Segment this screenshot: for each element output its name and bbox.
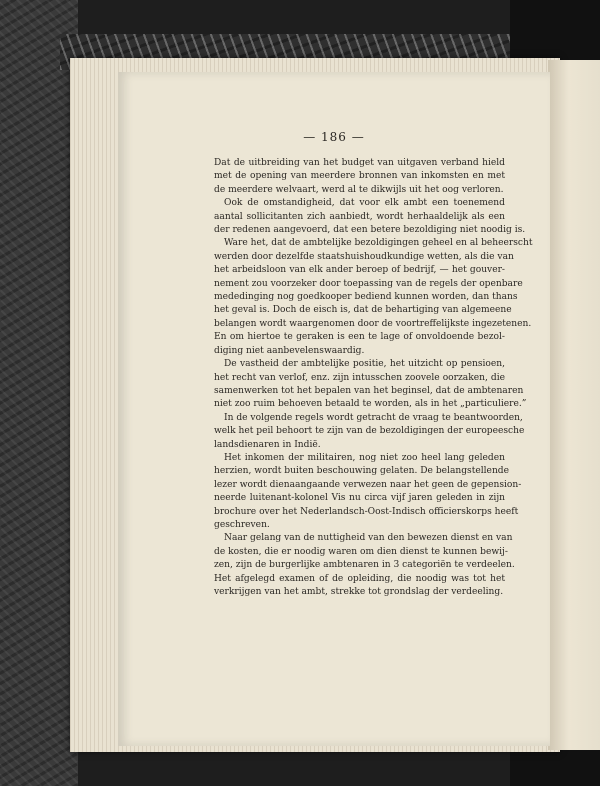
text-line: Het afgelegd examen of de opleiding, die noodig was tot het (214, 573, 505, 584)
text-line: zen, zijn de burgerlijke ambtenaren in 3 categoriën te verdeelen. (214, 560, 515, 571)
text-line: werden door dezelfde staatshuishoudkundige wetten, als die van (214, 251, 514, 262)
text-line: In de volgende regels wordt getracht de vraag te beantwoorden, (224, 412, 523, 423)
page-number: — 186 — (303, 130, 365, 144)
text-line: neerde luitenant-kolonel Vis nu circa vijf jaren geleden in zijn (214, 493, 505, 504)
text-line: En om hiertoe te geraken is een te lage of onvoldoende bezol- (214, 332, 505, 343)
text-line: belangen wordt waargenomen door de voortreffelijkste ingezetenen. (214, 318, 532, 329)
text-line: De vastheid der ambtelijke positie, het uitzicht op pensioen, (224, 359, 505, 370)
book-page (118, 72, 550, 746)
text-line: der redenen aangevoerd, dat een betere bezoldiging niet noodig is. (214, 225, 526, 236)
text-line: brochure over het Nederlandsch-Oost-Indisch officierskorps heeft (214, 506, 519, 517)
text-line: diging niet aanbevelenswaardig. (214, 345, 365, 356)
body-text (214, 157, 533, 599)
marbled-cover-left (0, 0, 78, 786)
text-line: Ware het, dat de ambtelijke bezoldigingen geheel en al beheerscht (224, 238, 533, 249)
text-line: geschreven. (214, 519, 270, 530)
text-line: het arbeidsloon van elk ander beroep of bedrijf, — het gouver- (214, 265, 505, 276)
text-line: aantal sollicitanten zich aanbiedt, wordt herhaaldelijk als een (214, 211, 505, 222)
text-line: niet zoo ruim behoeven betaald te worden, als in het „particuliere.” (214, 399, 527, 410)
text-line: de kosten, die er noodig waren om dien dienst te kunnen bewij- (214, 546, 508, 557)
text-line: Ook de omstandigheid, dat voor elk ambt een toenemend (224, 198, 505, 209)
text-line: nement zou voorzeker door toepassing van de regels der openbare (214, 278, 523, 289)
text-line: Dat de uitbreiding van het budget van uitgaven verband hield (214, 158, 505, 168)
paragraph (214, 157, 505, 197)
text-line: welk het peil behoort te zijn van de bezoldigingen der europeesche (214, 426, 525, 437)
text-line: het geval is. Doch de eisch is, dat de behartiging van algemeene (214, 305, 512, 316)
paragraph (214, 358, 527, 412)
text-line: Naar gelang van de nuttigheid van den bewezen dienst en van (224, 533, 513, 544)
text-line: verkrijgen van het ambt, strekke tot grondslag der verdeeling. (214, 587, 504, 597)
text-line: lezer wordt dienaangaande verwezen naar het geen de gepension- (214, 479, 522, 490)
text-line: de meerdere welvaart, werd al te dikwijls uit het oog verloren. (214, 184, 504, 195)
paragraph (214, 197, 526, 237)
text-line: mededinging nog goedkooper bediend kunnen worden, dan thans (214, 292, 518, 303)
text-line: herzien, wordt buiten beschouwing gelaten. De belangstellende (214, 466, 510, 477)
text-line: landsdienaren in Indië. (214, 439, 321, 450)
paragraph (214, 412, 525, 452)
next-page-edge (548, 60, 600, 750)
text-line: samenwerken tot het bepalen van het beginsel, dat de ambtenaren (214, 385, 524, 396)
text-line: met de opening van meerdere bronnen van inkomsten en met (214, 171, 505, 182)
paragraph (214, 237, 533, 358)
text-line: het recht van verlof, enz. zijn intusschen zoovele oorzaken, die (214, 372, 505, 383)
text-line: Het inkomen der militairen, nog niet zoo heel lang geleden (224, 452, 505, 463)
paragraph (214, 532, 515, 599)
paragraph (214, 452, 522, 532)
